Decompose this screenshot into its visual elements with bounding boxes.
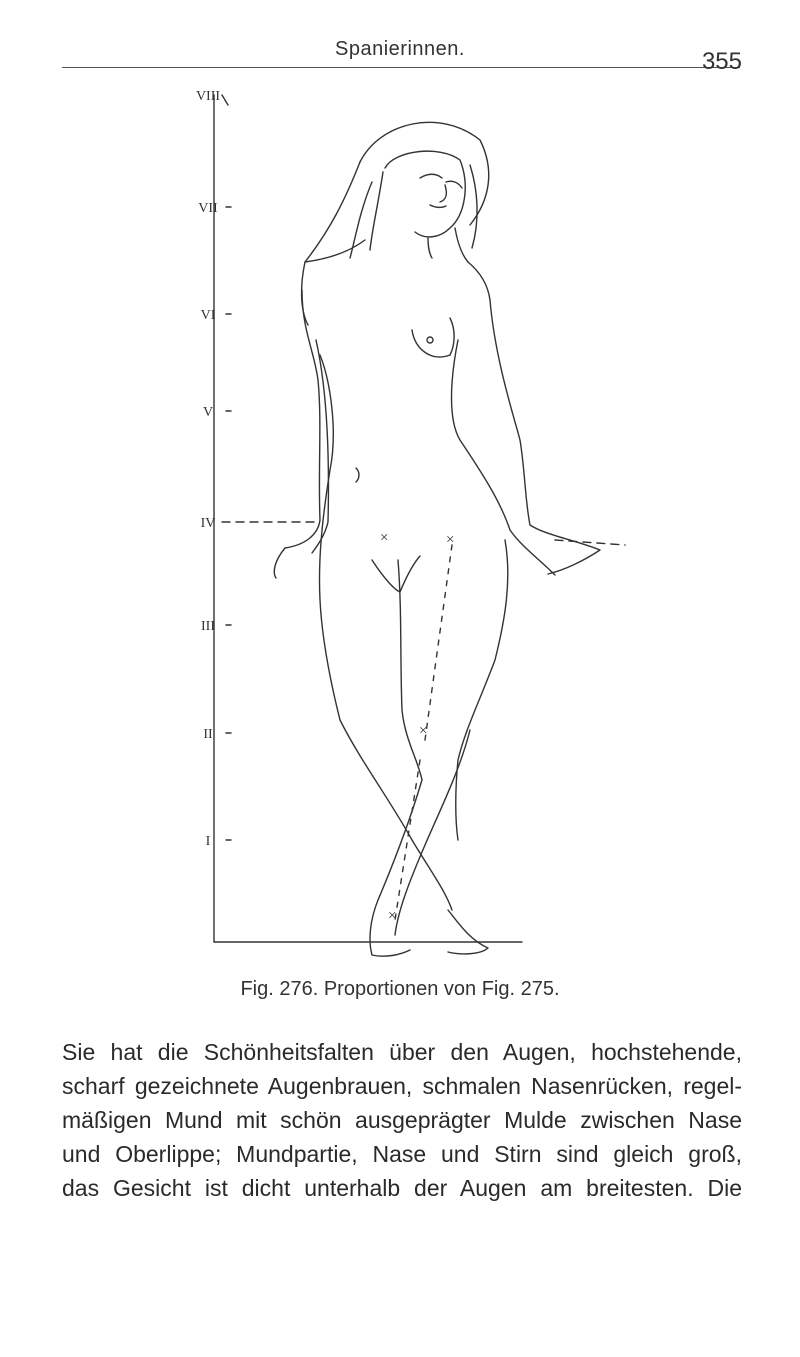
scale-label-vii: VII: [198, 201, 218, 216]
right-leg-inner: [395, 730, 470, 935]
navel: [356, 468, 359, 482]
neck-right: [455, 228, 468, 262]
body-line: scharf gezeichnete Augenbrauen, schmalen Nasenrücken, regel-: [62, 1073, 742, 1099]
left-arm-outer: [274, 290, 320, 578]
breast-right: [450, 318, 454, 355]
pelvis-line: [372, 556, 420, 592]
hair-strand-1: [350, 182, 372, 258]
page-number: 355: [701, 48, 742, 75]
running-title: Spanierinnen.: [335, 38, 465, 60]
body-paragraph: [62, 1035, 742, 1205]
figure-caption: Fig. 276. Proportionen von Fig. 275.: [240, 978, 560, 1000]
hair-left: [305, 162, 365, 262]
mouth: [430, 205, 446, 207]
hair-top: [360, 122, 489, 225]
left-brow: [420, 174, 442, 178]
scale-label-viii: VIII: [195, 89, 221, 104]
neck-left: [428, 238, 432, 258]
marker-x-right: ×: [446, 532, 455, 548]
scale-label-iv: IV: [200, 516, 216, 531]
right-arm-outer: [490, 300, 600, 574]
face-outline: [385, 151, 465, 237]
level-iv-dash-right: [555, 540, 625, 545]
right-brow: [446, 181, 462, 188]
leg-axis-dash-2: [395, 760, 420, 920]
scale-label-v: V: [202, 405, 214, 420]
right-foot: [448, 910, 488, 954]
tick-viii: [222, 95, 228, 105]
nose: [440, 185, 446, 202]
right-shoulder: [468, 262, 490, 300]
marker-x-ankle: ×: [388, 908, 397, 924]
left-foot: [372, 950, 410, 956]
body-line: Sie hat die Schönheitsfalten über den Augen, hochstehende,: [62, 1039, 742, 1065]
left-leg-crossing: [340, 720, 452, 910]
nipple: [427, 337, 433, 343]
marker-x-left: ×: [380, 530, 389, 546]
leg-axis-dash-1: [425, 545, 452, 740]
body-line: mäßigen Mund mit schön ausgeprägter Mulde zwischen Nase: [62, 1107, 742, 1133]
right-hip-leg: [456, 540, 508, 840]
scale-label-vi: VI: [200, 308, 216, 323]
left-leg-inner: [370, 560, 422, 955]
body-line: und Oberlippe; Mundpartie, Nase und Stirn sind gleich groß,: [62, 1141, 742, 1167]
marker-x-knee: ×: [419, 723, 428, 739]
scale-label-ii: II: [203, 727, 213, 742]
body-line: das Gesicht ist dicht unterhalb der Augen am breitesten. Die: [62, 1175, 742, 1201]
scale-label-i: I: [205, 834, 211, 849]
scale-label-iii: III: [201, 619, 215, 634]
hair-right: [470, 165, 477, 248]
